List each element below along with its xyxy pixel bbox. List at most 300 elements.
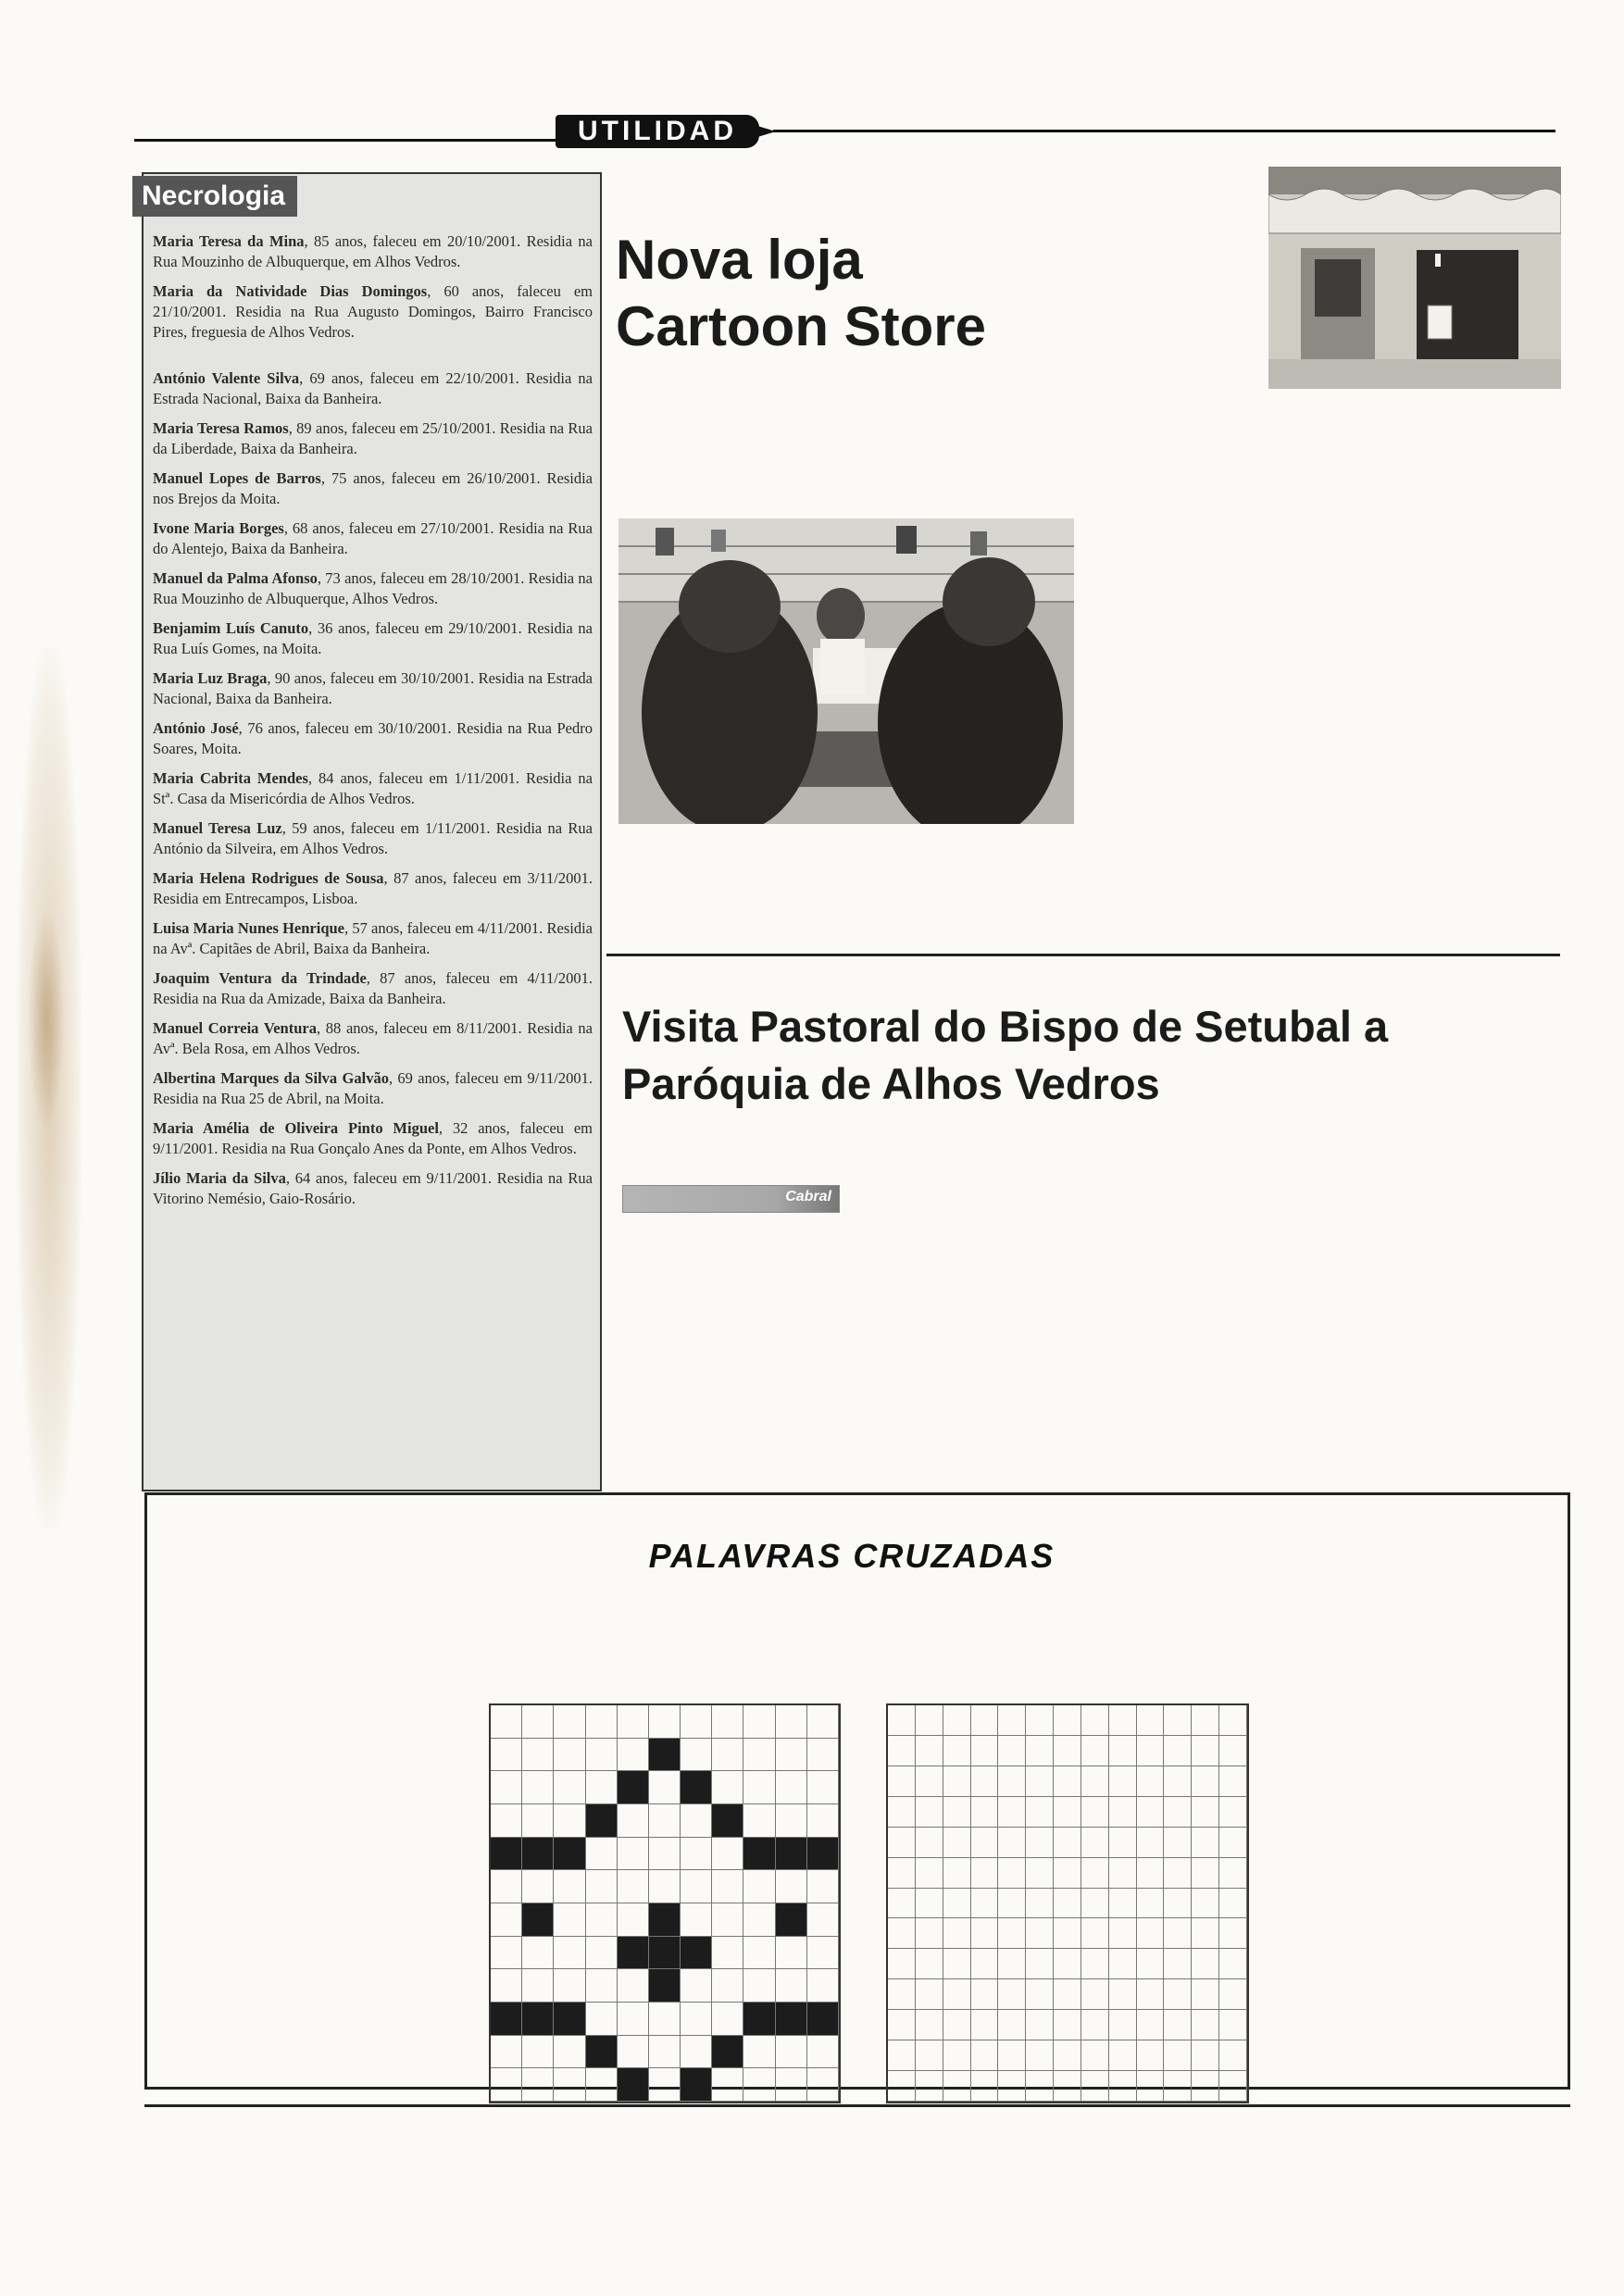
crossword-cell[interactable]: [681, 2036, 712, 2069]
crossword-cell[interactable]: [712, 1838, 743, 1871]
crossword-cell[interactable]: [1164, 1858, 1192, 1889]
crossword-cell[interactable]: [888, 2071, 916, 2102]
crossword-cell[interactable]: [1219, 2040, 1247, 2071]
crossword-cell[interactable]: [618, 1903, 649, 1937]
crossword-cell[interactable]: [1164, 1736, 1192, 1766]
crossword-cell[interactable]: [943, 1979, 971, 2010]
crossword-cell[interactable]: [649, 2068, 681, 2102]
crossword-cell[interactable]: [1192, 2071, 1219, 2102]
crossword-cell[interactable]: [1026, 2040, 1054, 2071]
crossword-cell[interactable]: [1192, 1828, 1219, 1858]
crossword-cell[interactable]: [807, 1969, 839, 2003]
crossword-cell[interactable]: [1164, 1949, 1192, 1979]
crossword-cell[interactable]: [943, 1797, 971, 1828]
crossword-cell[interactable]: [554, 2068, 585, 2102]
crossword-cell[interactable]: [1219, 2071, 1247, 2102]
crossword-cell[interactable]: [888, 1736, 916, 1766]
crossword-cell[interactable]: [1054, 1828, 1081, 1858]
crossword-cell[interactable]: [522, 1937, 554, 1970]
crossword-cell[interactable]: [888, 1797, 916, 1828]
crossword-cell[interactable]: [712, 1870, 743, 1903]
crossword-cell[interactable]: [1219, 1828, 1247, 1858]
crossword-cell[interactable]: [1054, 1797, 1081, 1828]
crossword-cell[interactable]: [916, 1736, 943, 1766]
crossword-cell[interactable]: [681, 1739, 712, 1772]
crossword-cell[interactable]: [807, 1870, 839, 1903]
crossword-cell[interactable]: [743, 2068, 775, 2102]
crossword-cell[interactable]: [1192, 2010, 1219, 2040]
crossword-cell[interactable]: [1137, 1858, 1165, 1889]
crossword-cell[interactable]: [712, 1771, 743, 1804]
crossword-cell[interactable]: [554, 1969, 585, 2003]
crossword-cell[interactable]: [1109, 1705, 1137, 1736]
header-arrow-icon: [739, 120, 776, 143]
crossword-cell[interactable]: [618, 1838, 649, 1871]
storefront-photo: [1268, 167, 1561, 389]
crossword-cell[interactable]: [971, 1858, 999, 1889]
crossword-cell[interactable]: [1164, 1828, 1192, 1858]
crossword-cell[interactable]: [491, 1903, 522, 1937]
crossword-cell[interactable]: [888, 2010, 916, 2040]
crossword-cell[interactable]: [522, 1804, 554, 1838]
crossword-cell[interactable]: [971, 1979, 999, 2010]
crossword-cell[interactable]: [998, 1705, 1026, 1736]
crossword-cell[interactable]: [807, 1804, 839, 1838]
crossword-cell[interactable]: [1219, 1736, 1247, 1766]
crossword-cell[interactable]: [649, 1804, 681, 1838]
store-headline: [616, 227, 986, 360]
crossword-cell[interactable]: [554, 1705, 585, 1739]
crossword-cell[interactable]: [1219, 1979, 1247, 2010]
crossword-cell[interactable]: [971, 2040, 999, 2071]
crossword-cell[interactable]: [681, 1969, 712, 2003]
crossword-cell[interactable]: [1026, 1889, 1054, 1919]
crossword-cell[interactable]: [1137, 1705, 1165, 1736]
crossword-cell[interactable]: [776, 2068, 807, 2102]
crossword-cell[interactable]: [943, 1736, 971, 1766]
crossword-cell[interactable]: [1192, 1858, 1219, 1889]
crossword-cell[interactable]: [712, 1903, 743, 1937]
crossword-cell[interactable]: [1081, 2040, 1109, 2071]
crossword-cell[interactable]: [712, 1705, 743, 1739]
crossword-cell[interactable]: [807, 1705, 839, 1739]
crossword-cell[interactable]: [943, 2040, 971, 2071]
crossword-cell[interactable]: [1109, 2010, 1137, 2040]
crossword-cell[interactable]: [649, 1870, 681, 1903]
crossword-cell[interactable]: [1054, 2040, 1081, 2071]
crossword-cell[interactable]: [586, 2003, 618, 2036]
crossword-cell[interactable]: [1054, 1736, 1081, 1766]
paper-stain: [17, 648, 81, 1528]
crossword-cell[interactable]: [971, 1705, 999, 1736]
crossword-cell[interactable]: [1137, 2040, 1165, 2071]
crossword-cell[interactable]: [681, 1705, 712, 1739]
crossword-cell[interactable]: [1164, 1889, 1192, 1919]
crossword-cell[interactable]: [1137, 1918, 1165, 1949]
necrology-entry-text: , 90 anos, faleceu em 30/10/2001. Residia na Estrada Nacional, Baixa da Banheira.: [153, 669, 593, 707]
crossword-cell[interactable]: [888, 1979, 916, 2010]
crossword-cell[interactable]: [807, 1903, 839, 1937]
crossword-cell[interactable]: [554, 2036, 585, 2069]
crossword-cell[interactable]: [971, 1766, 999, 1797]
necrology-entry: [153, 968, 593, 1009]
store-interior-illustration: [618, 518, 1074, 824]
crossword-cell[interactable]: [586, 2068, 618, 2102]
crossword-cell[interactable]: [807, 2068, 839, 2102]
crossword-cell[interactable]: [743, 1705, 775, 1739]
crossword-cell[interactable]: [1026, 2010, 1054, 2040]
crossword-cell[interactable]: [522, 1870, 554, 1903]
crossword-cell[interactable]: [888, 1949, 916, 1979]
crossword-cell[interactable]: [491, 2068, 522, 2102]
crossword-cell[interactable]: [1164, 1705, 1192, 1736]
crossword-cell[interactable]: [1081, 1736, 1109, 1766]
crossword-cell[interactable]: [943, 1828, 971, 1858]
crossword-cell[interactable]: [1192, 1705, 1219, 1736]
crossword-cell[interactable]: [522, 1771, 554, 1804]
crossword-cell[interactable]: [1219, 1889, 1247, 1919]
crossword-cell[interactable]: [916, 1949, 943, 1979]
necrology-entry-text: , 59 anos, faleceu em 1/11/2001. Residia na Rua António da Silveira, em Alhos Vedros.: [153, 819, 593, 857]
crossword-cell[interactable]: [916, 1766, 943, 1797]
crossword-cell[interactable]: [743, 1771, 775, 1804]
crossword-cell[interactable]: [712, 1937, 743, 1970]
crossword-cell[interactable]: [1164, 1766, 1192, 1797]
crossword-cell[interactable]: [1054, 1949, 1081, 1979]
crossword-cell[interactable]: [916, 2010, 943, 2040]
crossword-cell[interactable]: [1109, 1918, 1137, 1949]
crossword-panel: [144, 1492, 1570, 2090]
crossword-cell[interactable]: [1137, 1736, 1165, 1766]
crossword-cell[interactable]: [1164, 1979, 1192, 2010]
crossword-cell[interactable]: [491, 1937, 522, 1970]
crossword-cell[interactable]: [712, 1739, 743, 1772]
crossword-cell[interactable]: [649, 1838, 681, 1871]
crossword-cell[interactable]: [1219, 1797, 1247, 1828]
crossword-cell[interactable]: [1164, 2071, 1192, 2102]
necrology-entry: [153, 518, 593, 559]
crossword-black-cell: [522, 1838, 554, 1871]
crossword-cell[interactable]: [1026, 1766, 1054, 1797]
crossword-cell[interactable]: [776, 2036, 807, 2069]
crossword-cell[interactable]: [1054, 1858, 1081, 1889]
crossword-cell[interactable]: [743, 1739, 775, 1772]
crossword-cell[interactable]: [1219, 1705, 1247, 1736]
crossword-cell[interactable]: [522, 2036, 554, 2069]
crossword-cell[interactable]: [888, 1766, 916, 1797]
necrology-entry: [153, 281, 593, 343]
crossword-cell[interactable]: [1219, 1858, 1247, 1889]
crossword-cell[interactable]: [681, 1903, 712, 1937]
crossword-cell[interactable]: [554, 1804, 585, 1838]
crossword-cell[interactable]: [943, 1858, 971, 1889]
crossword-cell[interactable]: [586, 1739, 618, 1772]
crossword-cell[interactable]: [1137, 1766, 1165, 1797]
crossword-cell[interactable]: [1164, 1797, 1192, 1828]
crossword-cell[interactable]: [554, 1937, 585, 1970]
necrology-entry-name: Jílio Maria da Silva: [153, 1169, 286, 1187]
crossword-cell[interactable]: [943, 1918, 971, 1949]
crossword-cell[interactable]: [776, 1937, 807, 1970]
crossword-cell[interactable]: [1164, 2010, 1192, 2040]
crossword-cell[interactable]: [1081, 1889, 1109, 1919]
crossword-cell[interactable]: [1192, 1736, 1219, 1766]
crossword-cell[interactable]: [491, 2036, 522, 2069]
crossword-cell[interactable]: [916, 1918, 943, 1949]
necrology-entry-text: , 88 anos, faleceu em 8/11/2001. Residia na Avª. Bela Rosa, em Alhos Vedros.: [153, 1019, 593, 1057]
crossword-cell[interactable]: [807, 2036, 839, 2069]
crossword-cell[interactable]: [681, 1838, 712, 1871]
necrology-entry-name: Maria Cabrita Mendes: [153, 769, 308, 787]
crossword-cell[interactable]: [491, 1771, 522, 1804]
crossword-black-cell: [586, 2036, 618, 2069]
crossword-cell[interactable]: [586, 1838, 618, 1871]
crossword-cell[interactable]: [586, 1870, 618, 1903]
crossword-cell[interactable]: [888, 1889, 916, 1919]
crossword-cell[interactable]: [1109, 1949, 1137, 1979]
crossword-cell[interactable]: [971, 1736, 999, 1766]
crossword-cell[interactable]: [554, 1771, 585, 1804]
crossword-cell[interactable]: [971, 1828, 999, 1858]
crossword-cell[interactable]: [998, 2071, 1026, 2102]
crossword-cell[interactable]: [1192, 1797, 1219, 1828]
crossword-cell[interactable]: [807, 1937, 839, 1970]
crossword-cell[interactable]: [916, 1979, 943, 2010]
crossword-cell[interactable]: [1081, 1979, 1109, 2010]
crossword-cell[interactable]: [1192, 1918, 1219, 1949]
crossword-cell[interactable]: [1081, 2010, 1109, 2040]
crossword-cell[interactable]: [971, 2071, 999, 2102]
crossword-cell[interactable]: [491, 1739, 522, 1772]
crossword-cell[interactable]: [1109, 1736, 1137, 1766]
crossword-cell[interactable]: [1109, 1979, 1137, 2010]
crossword-cell[interactable]: [1081, 1858, 1109, 1889]
crossword-cell[interactable]: [1192, 2040, 1219, 2071]
crossword-cell[interactable]: [1026, 2071, 1054, 2102]
crossword-cell[interactable]: [1026, 1918, 1054, 1949]
crossword-cell[interactable]: [1054, 1705, 1081, 1736]
crossword-cell[interactable]: [998, 1766, 1026, 1797]
crossword-cell[interactable]: [807, 1771, 839, 1804]
crossword-cell[interactable]: [916, 1889, 943, 1919]
crossword-cell[interactable]: [776, 1804, 807, 1838]
crossword-cell[interactable]: [916, 1797, 943, 1828]
crossword-cell[interactable]: [998, 1858, 1026, 1889]
crossword-cell[interactable]: [586, 1771, 618, 1804]
crossword-cell[interactable]: [1081, 1828, 1109, 1858]
crossword-cell[interactable]: [971, 1797, 999, 1828]
crossword-cell[interactable]: [943, 1705, 971, 1736]
crossword-cell[interactable]: [491, 1804, 522, 1838]
crossword-cell[interactable]: [1054, 1766, 1081, 1797]
crossword-cell[interactable]: [681, 1870, 712, 1903]
crossword-cell[interactable]: [1109, 1858, 1137, 1889]
crossword-cell[interactable]: [1192, 1979, 1219, 2010]
crossword-cell[interactable]: [1054, 1979, 1081, 2010]
crossword-cell[interactable]: [1026, 1797, 1054, 1828]
crossword-cell[interactable]: [776, 1969, 807, 2003]
crossword-cell[interactable]: [712, 2003, 743, 2036]
crossword-cell[interactable]: [1137, 2010, 1165, 2040]
crossword-cell[interactable]: [649, 1771, 681, 1804]
crossword-cell[interactable]: [618, 2036, 649, 2069]
crossword-cell[interactable]: [888, 2040, 916, 2071]
crossword-cell[interactable]: [971, 1918, 999, 1949]
crossword-cell[interactable]: [618, 1739, 649, 1772]
crossword-cell[interactable]: [1026, 1858, 1054, 1889]
crossword-cell[interactable]: [1054, 1889, 1081, 1919]
crossword-cell[interactable]: [1219, 1766, 1247, 1797]
crossword-cell[interactable]: [998, 2010, 1026, 2040]
crossword-cell[interactable]: [776, 1739, 807, 1772]
crossword-cell[interactable]: [649, 2003, 681, 2036]
crossword-cell[interactable]: [1054, 2010, 1081, 2040]
crossword-cell[interactable]: [743, 1969, 775, 2003]
crossword-cell[interactable]: [1219, 2010, 1247, 2040]
crossword-cell[interactable]: [743, 1804, 775, 1838]
crossword-cell[interactable]: [1081, 1705, 1109, 1736]
crossword-cell[interactable]: [618, 2003, 649, 2036]
crossword-cell[interactable]: [998, 1797, 1026, 1828]
crossword-cell[interactable]: [1137, 2071, 1165, 2102]
crossword-cell[interactable]: [916, 1858, 943, 1889]
crossword-cell[interactable]: [1137, 1797, 1165, 1828]
crossword-cell[interactable]: [1137, 1949, 1165, 1979]
crossword-cell[interactable]: [1137, 1889, 1165, 1919]
crossword-cell[interactable]: [888, 1918, 916, 1949]
crossword-cell[interactable]: [888, 1828, 916, 1858]
crossword-cell[interactable]: [618, 1969, 649, 2003]
crossword-cell[interactable]: [807, 1739, 839, 1772]
crossword-cell[interactable]: [712, 2068, 743, 2102]
crossword-grid-1: [489, 1703, 841, 2103]
crossword-cell[interactable]: [1054, 1918, 1081, 1949]
crossword-cell[interactable]: [554, 1903, 585, 1937]
crossword-cell[interactable]: [586, 1937, 618, 1970]
crossword-cell[interactable]: [1026, 1736, 1054, 1766]
crossword-cell[interactable]: [1026, 1828, 1054, 1858]
crossword-cell[interactable]: [998, 2040, 1026, 2071]
crossword-cell[interactable]: [491, 1969, 522, 2003]
crossword-black-cell: [618, 1771, 649, 1804]
crossword-cell[interactable]: [1109, 1797, 1137, 1828]
necrology-entry-name: António José: [153, 719, 239, 737]
crossword-cell[interactable]: [1192, 1889, 1219, 1919]
crossword-cell[interactable]: [522, 2068, 554, 2102]
crossword-cell[interactable]: [681, 1804, 712, 1838]
crossword-cell[interactable]: [743, 1870, 775, 1903]
crossword-cell[interactable]: [943, 1766, 971, 1797]
crossword-cell[interactable]: [1026, 1705, 1054, 1736]
crossword-cell[interactable]: [554, 1739, 585, 1772]
crossword-cell[interactable]: [522, 1739, 554, 1772]
crossword-cell[interactable]: [776, 1771, 807, 1804]
crossword-cell[interactable]: [888, 1858, 916, 1889]
crossword-cell[interactable]: [1192, 1766, 1219, 1797]
crossword-cell[interactable]: [1192, 1949, 1219, 1979]
crossword-cell[interactable]: [1137, 1979, 1165, 2010]
crossword-cell[interactable]: [1137, 1828, 1165, 1858]
crossword-black-cell: [776, 1903, 807, 1937]
crossword-cell[interactable]: [971, 1949, 999, 1979]
crossword-cell[interactable]: [1081, 1918, 1109, 1949]
crossword-cell[interactable]: [681, 2003, 712, 2036]
crossword-cell[interactable]: [943, 2010, 971, 2040]
crossword-cell[interactable]: [916, 1705, 943, 1736]
crossword-cell[interactable]: [522, 1705, 554, 1739]
crossword-cell[interactable]: [971, 2010, 999, 2040]
crossword-cell[interactable]: [586, 1705, 618, 1739]
crossword-cell[interactable]: [554, 1870, 585, 1903]
crossword-cell[interactable]: [888, 1705, 916, 1736]
necrology-entry: [153, 1118, 593, 1159]
crossword-cell[interactable]: [1219, 1918, 1247, 1949]
crossword-cell[interactable]: [998, 1918, 1026, 1949]
crossword-cell[interactable]: [998, 1828, 1026, 1858]
crossword-cell[interactable]: [618, 1804, 649, 1838]
crossword-cell[interactable]: [1081, 1766, 1109, 1797]
crossword-cell[interactable]: [1081, 1797, 1109, 1828]
crossword-cell[interactable]: [776, 1870, 807, 1903]
crossword-cell[interactable]: [1081, 2071, 1109, 2102]
crossword-cell[interactable]: [1164, 2040, 1192, 2071]
crossword-cell[interactable]: [1109, 2040, 1137, 2071]
crossword-cell[interactable]: [743, 2036, 775, 2069]
crossword-cell[interactable]: [916, 2071, 943, 2102]
necrology-entry: [153, 418, 593, 459]
crossword-cell[interactable]: [1109, 1828, 1137, 1858]
crossword-cell[interactable]: [1109, 2071, 1137, 2102]
crossword-cell[interactable]: [998, 1889, 1026, 1919]
crossword-cell[interactable]: [1109, 1889, 1137, 1919]
crossword-black-cell: [681, 2068, 712, 2102]
crossword-cell[interactable]: [998, 1736, 1026, 1766]
crossword-cell[interactable]: [586, 1903, 618, 1937]
crossword-cell[interactable]: [649, 2036, 681, 2069]
crossword-cell[interactable]: [491, 1705, 522, 1739]
crossword-cell[interactable]: [618, 1870, 649, 1903]
crossword-cell[interactable]: [743, 1903, 775, 1937]
necrology-entry: [153, 668, 593, 709]
crossword-cell[interactable]: [916, 1828, 943, 1858]
crossword-cell[interactable]: [618, 1705, 649, 1739]
necrology-entry-text: , 68 anos, faleceu em 27/10/2001. Residia na Rua do Alentejo, Baixa da Banheira.: [153, 519, 593, 557]
crossword-cell[interactable]: [998, 1949, 1026, 1979]
crossword-cell[interactable]: [491, 1870, 522, 1903]
crossword-cell[interactable]: [943, 2071, 971, 2102]
crossword-cell[interactable]: [649, 1705, 681, 1739]
crossword-cell[interactable]: [1164, 1918, 1192, 1949]
crossword-cell[interactable]: [943, 1949, 971, 1979]
crossword-cell[interactable]: [1219, 1949, 1247, 1979]
crossword-cell[interactable]: [971, 1889, 999, 1919]
crossword-cell[interactable]: [1026, 1979, 1054, 2010]
crossword-cell[interactable]: [586, 1969, 618, 2003]
crossword-cell[interactable]: [776, 1705, 807, 1739]
crossword-cell[interactable]: [743, 1937, 775, 1970]
necrology-entry-text: , 36 anos, faleceu em 29/10/2001. Residia na Rua Luís Gomes, na Moita.: [153, 619, 593, 657]
crossword-cell[interactable]: [916, 2040, 943, 2071]
necrology-entry: [153, 231, 593, 272]
crossword-cell[interactable]: [522, 1969, 554, 2003]
crossword-cell[interactable]: [1026, 1949, 1054, 1979]
crossword-cell[interactable]: [1054, 2071, 1081, 2102]
crossword-cell[interactable]: [943, 1889, 971, 1919]
crossword-cell[interactable]: [1109, 1766, 1137, 1797]
crossword-cell[interactable]: [712, 1969, 743, 2003]
crossword-cell[interactable]: [1081, 1949, 1109, 1979]
crossword-cell[interactable]: [998, 1979, 1026, 2010]
